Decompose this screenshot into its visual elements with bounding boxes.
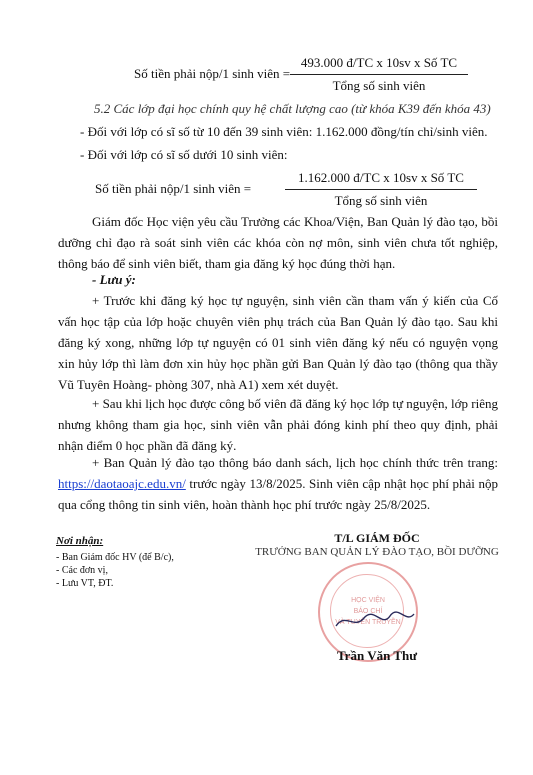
section-5-2-heading: 5.2 Các lớp đại học chính quy hệ chất lượng cao (từ khóa K39 đến khóa 43) bbox=[94, 101, 491, 116]
formula1-lhs: Số tiền phải nộp/1 sinh viên = bbox=[134, 66, 291, 81]
note-item-3-suffix: trước ngày 13/8/2025. Sinh viên cập nhật học phí phải nộp qua cổng thông tin sinh viên, hoàn thành học phí trước ngày 25/8/2025. bbox=[58, 476, 499, 512]
formula1-numerator: 493.000 đ/TC x 10sv x Số TC bbox=[300, 55, 458, 70]
seal-text-line: HỌC VIỆN bbox=[351, 597, 385, 604]
signature-stroke bbox=[336, 612, 414, 626]
formula1-fraction-line bbox=[290, 74, 468, 75]
signature-position: TRƯỞNG BAN QUẢN LÝ ĐÀO TẠO, BỒI DƯỠNG bbox=[255, 546, 499, 558]
seal-text-line: VÀ TUYÊN TRUYỀN bbox=[335, 619, 401, 626]
director-request-paragraph: Giám đốc Học viện yêu cầu Trưởng các Khoa/Viện, Ban Quản lý đào tạo, bồi dưỡng chỉ đạo rà soát sinh viên các khóa còn nợ môn, sinh viên chưa tốt nghiệp, thông báo để sinh viên biết, tham gia đăng ký học đúng thời hạn. bbox=[58, 214, 498, 271]
bullet-class-under-10: - Đối với lớp có sĩ số dưới 10 sinh viên: bbox=[80, 147, 288, 162]
recipients-heading: Nơi nhận: bbox=[56, 535, 104, 547]
formula1-denominator: Tổng số sinh viên bbox=[332, 78, 426, 93]
formula2-denominator: Tổng số sinh viên bbox=[334, 193, 428, 208]
note-item-2: + Sau khi lịch học được công bố viên đã đăng ký học lớp tự nguyện, lớp riêng nhưng không tham gia học, sinh viên vẫn phải đóng kinh phí theo quy định, phải nhận điểm 0 học phần đã đăng ký. bbox=[58, 396, 498, 453]
bullet-class-10-39: - Đối với lớp có sĩ số từ 10 đến 39 sinh viên: 1.162.000 đồng/tín chỉ/sinh viên. bbox=[80, 124, 488, 139]
formula2-lhs: Số tiền phải nộp/1 sinh viên = bbox=[95, 181, 252, 196]
recipient-item: - Ban Giám đốc HV (để B/c), bbox=[56, 552, 174, 563]
recipient-item: - Lưu VT, ĐT. bbox=[56, 578, 114, 589]
formula2-fraction-line bbox=[285, 189, 477, 190]
seal-text-line: BÁO CHÍ bbox=[353, 608, 383, 615]
note-item-1: + Trước khi đăng ký học tự nguyện, sinh viên cần tham vấn ý kiến của Cố vấn học tập của lớp hoặc chuyên viên phụ trách của Ban Quản lý đào tạo. Sau khi đăng ký xong, những lớp tự nguyện có 01 sinh viên đăng ký nếu có nguyện vọng xin hủy lớp thì làm đơn xin hủy học phần gửi Ban Quản lý đào tạo (thông qua thầy Vũ Tuyên Hoàng- phòng 307, nhà A1) xem xét duyệt. bbox=[58, 293, 498, 392]
recipient-item: - Các đơn vị, bbox=[56, 565, 108, 576]
signature-title: T/L GIÁM ĐỐC bbox=[334, 531, 420, 545]
note-heading: - Lưu ý: bbox=[92, 272, 136, 287]
note-item-3 bbox=[58, 452, 498, 515]
handwritten-signature bbox=[332, 608, 418, 634]
training-website-link[interactable]: https://daotaoajc.edu.vn/ bbox=[58, 476, 186, 491]
formula2-numerator: 1.162.000 đ/TC x 10sv x Số TC bbox=[298, 170, 464, 185]
signer-name: Trần Văn Thư bbox=[336, 648, 418, 663]
note-item-3-prefix: + Ban Quản lý đào tạo thông báo danh sách, lịch học chính thức trên trang: bbox=[92, 455, 498, 470]
